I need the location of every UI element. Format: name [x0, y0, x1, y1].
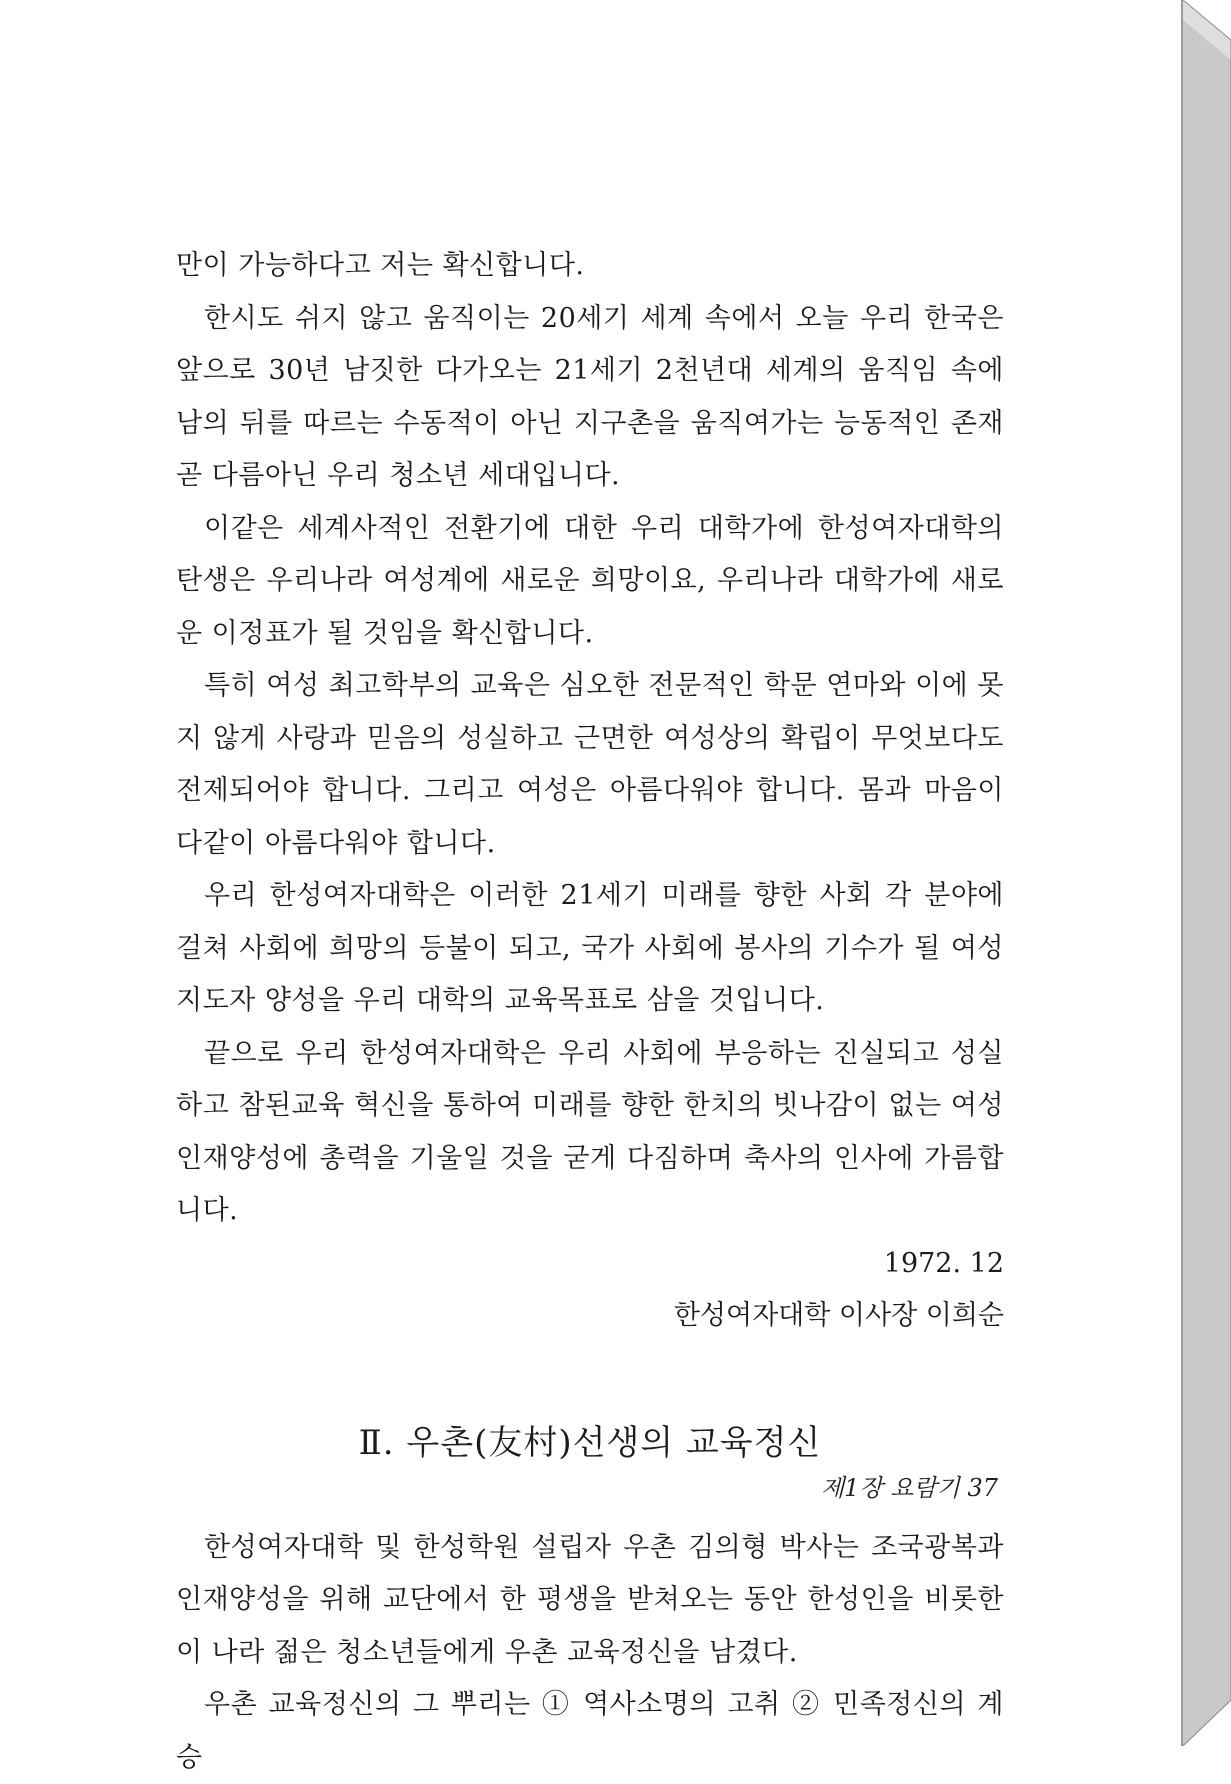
letter-date: 1972. 12 [883, 1247, 1004, 1279]
letter-signature: 한성여자대학 이사장 이희순 [673, 1300, 1004, 1331]
paragraph: 이같은 세계사적인 전환기에 대한 우리 대학가에 한성여자대학의 탄생은 우리나라 여성계에 새로운 희망이요, 우리나라 대학가에 새로운 이정표가 될 것임을 확신합니다. [176, 512, 1004, 649]
paragraph: 한시도 쉬지 않고 움직이는 20세기 세계 속에서 오늘 우리 한국은 앞으로 30년 남짓한 다가오는 21세기 2천년대 세계의 움직임 속에 남의 뒤를 따르는 수동적이 아닌 지구촌을 움직여가는 능동적인 존재 곧 다름아닌 우리 청소년 세대입니다. [176, 302, 1004, 491]
paragraph: 우리 한성여자대학은 이러한 21세기 미래를 향한 사회 각 분야에 걸쳐 사회에 희망의 등불이 되고, 국가 사회에 봉사의 기수가 될 여성 지도자 양성을 우리 대학의 교육목표로 삼을 것입니다. [176, 880, 1004, 1016]
page-content [176, 240, 1004, 1784]
section-title: Ⅱ. 우촌(友村)선생의 교육정신 [358, 1422, 822, 1463]
paragraph: 만이 가능하다고 저는 확신합니다. [176, 250, 585, 281]
paragraph: 우촌 교육정신의 그 뿌리는 ① 역사소명의 고취 ② 민족정신의 계승 [176, 1689, 1004, 1773]
book-page-edge [1183, 0, 1231, 1746]
paragraph: 특히 여성 최고학부의 교육은 심오한 전문적인 학문 연마와 이에 못지 않게 사랑과 믿음의 성실하고 근면한 여성상의 확립이 무엇보다도 전제되어야 합니다. 그리고 여성은 아름다워야 합니다. 몸과 마음이 다같이 아름다워야 합니다. [176, 670, 1004, 859]
paragraph: 끝으로 우리 한성여자대학은 우리 사회에 부응하는 진실되고 성실하고 참된교육 혁신을 통하여 미래를 향한 한치의 빗나감이 없는 여성 인재양성에 총력을 기울일 것을 굳게 다짐하며 축사의 인사에 가름합니다. [176, 1037, 1004, 1226]
paragraph: 한성여자대학 및 한성학원 설립자 우촌 김의형 박사는 조국광복과 인재양성을 위해 교단에서 한 평생을 받쳐오는 동안 한성인을 비롯한 이 나라 젊은 청소년들에게 우촌 교육정신을 남겼다. [176, 1531, 1004, 1668]
page-footer: 제1장 요람기 37 [821, 1474, 998, 1502]
